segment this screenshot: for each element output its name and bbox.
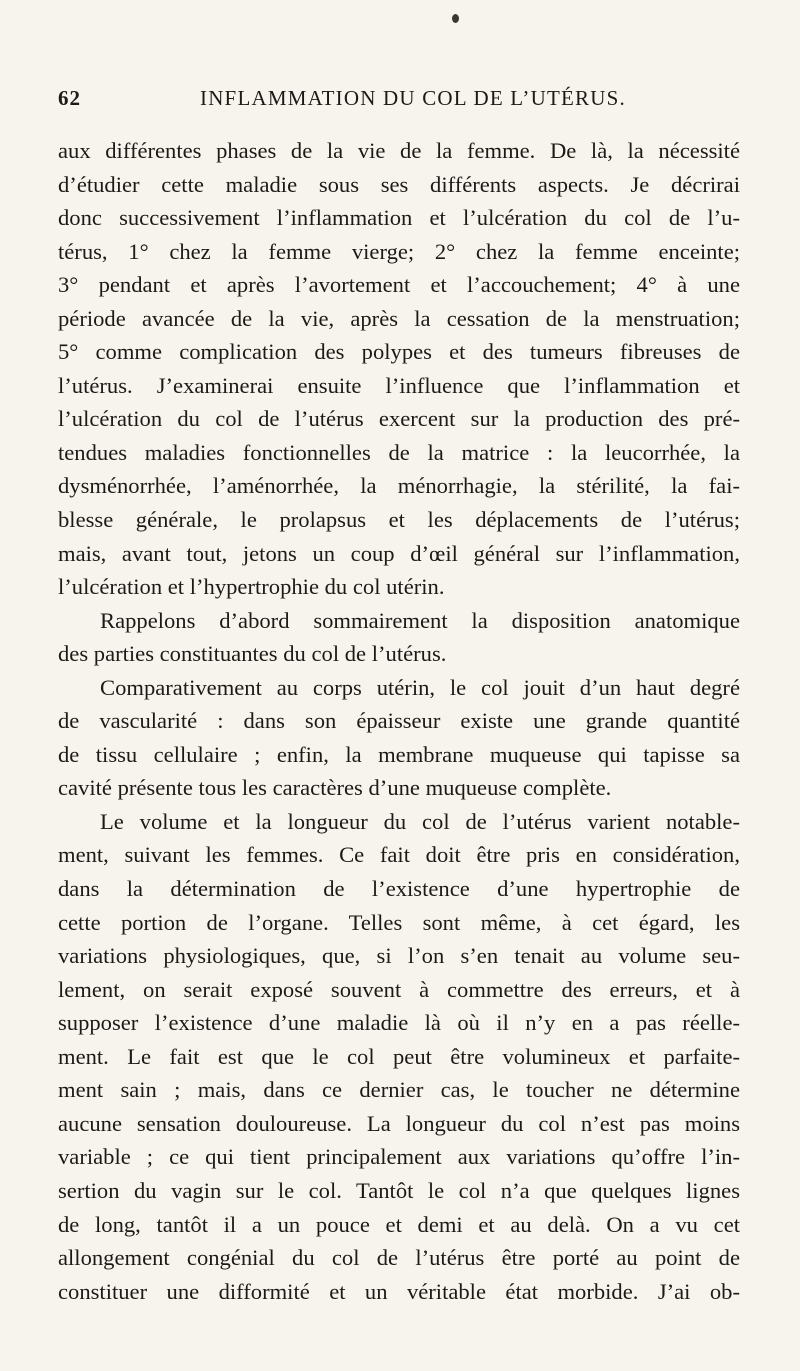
running-head: INFLAMMATION DU COL DE L’UTÉRUS. bbox=[200, 86, 626, 110]
text-line: sertion du vagin sur le col. Tantôt le col n’a que quelques lignes bbox=[58, 1177, 740, 1203]
text-line: aux différentes phases de la vie de la femme. De là, la nécessité bbox=[58, 138, 740, 163]
text-line: tendues maladies fonctionnelles de la matrice : la leucorrhée, la bbox=[58, 439, 740, 465]
text-line: Comparativement au corps utérin, le col jouit d’un haut degré bbox=[100, 674, 740, 700]
text-line: blesse générale, le prolapsus et les déplacements de l’utérus; bbox=[58, 507, 740, 533]
text-line: constituer une difformité et un véritable état morbide. J’ai ob- bbox=[58, 1278, 740, 1304]
text-line: l’utérus. J’examinerai ensuite l’influence que l’inflammation et bbox=[58, 372, 740, 398]
text-line: lement, on serait exposé souvent à commettre des erreurs, et à bbox=[58, 976, 740, 1002]
text-line: l’ulcération du col de l’utérus exercent sur la production des pré- bbox=[58, 406, 740, 432]
text-line: ment, suivant les femmes. Ce fait doit être pris en considération, bbox=[58, 842, 740, 868]
ink-speck bbox=[452, 14, 459, 23]
text-line: ment sain ; mais, dans ce dernier cas, le toucher ne détermine bbox=[58, 1077, 740, 1103]
text-line: donc successivement l’inflammation et l’ulcération du col de l’u- bbox=[58, 205, 740, 231]
text-line: aucune sensation douloureuse. La longueur du col n’est pas moins bbox=[58, 1110, 740, 1136]
text-line: mais, avant tout, jetons un coup d’œil général sur l’inflammation, bbox=[58, 540, 740, 566]
text-line: ment. Le fait est que le col peut être volumineux et parfaite- bbox=[58, 1043, 740, 1069]
body-text bbox=[58, 134, 740, 1308]
text-line: des parties constituantes du col de l’utérus. bbox=[58, 641, 447, 667]
text-line: variable ; ce qui tient principalement aux variations qu’offre l’in- bbox=[58, 1144, 740, 1170]
text-line: l’ulcération et l’hypertrophie du col utérin. bbox=[58, 574, 445, 600]
text-line: cavité présente tous les caractères d’une muqueuse complète. bbox=[58, 775, 612, 801]
text-line: période avancée de la vie, après la cessation de la menstruation; bbox=[58, 305, 740, 331]
text-line: 3° pendant et après l’avortement et l’accouchement; 4° à une bbox=[58, 272, 740, 298]
text-line: Le volume et la longueur du col de l’utérus varient notable- bbox=[100, 808, 740, 834]
text-line: dysménorrhée, l’aménorrhée, la ménorrhagie, la stérilité, la fai- bbox=[58, 473, 740, 499]
text-line: de vascularité : dans son épaisseur existe une grande quantité bbox=[58, 708, 740, 734]
text-line: de tissu cellulaire ; enfin, la membrane muqueuse qui tapisse sa bbox=[58, 741, 740, 767]
page-header bbox=[58, 86, 744, 116]
text-line: d’étudier cette maladie sous ses différents aspects. Je décrirai bbox=[58, 171, 740, 197]
text-line: térus, 1° chez la femme vierge; 2° chez la femme enceinte; bbox=[58, 238, 740, 264]
text-line: dans la détermination de l’existence d’une hypertrophie de bbox=[58, 876, 740, 902]
text-line: de long, tantôt il a un pouce et demi et au delà. On a vu cet bbox=[58, 1211, 740, 1237]
page-number: 62 bbox=[58, 86, 81, 110]
text-line: allongement congénial du col de l’utérus être porté au point de bbox=[58, 1245, 740, 1271]
text-line: Rappelons d’abord sommairement la disposition anatomique bbox=[100, 607, 740, 633]
text-line: 5° comme complication des polypes et des tumeurs fibreuses de bbox=[58, 339, 740, 365]
text-line: supposer l’existence d’une maladie là où il n’y en a pas réelle- bbox=[58, 1010, 740, 1036]
text-line: cette portion de l’organe. Telles sont même, à cet égard, les bbox=[58, 909, 740, 935]
text-line: variations physiologiques, que, si l’on s’en tenait au volume seu- bbox=[58, 943, 740, 969]
